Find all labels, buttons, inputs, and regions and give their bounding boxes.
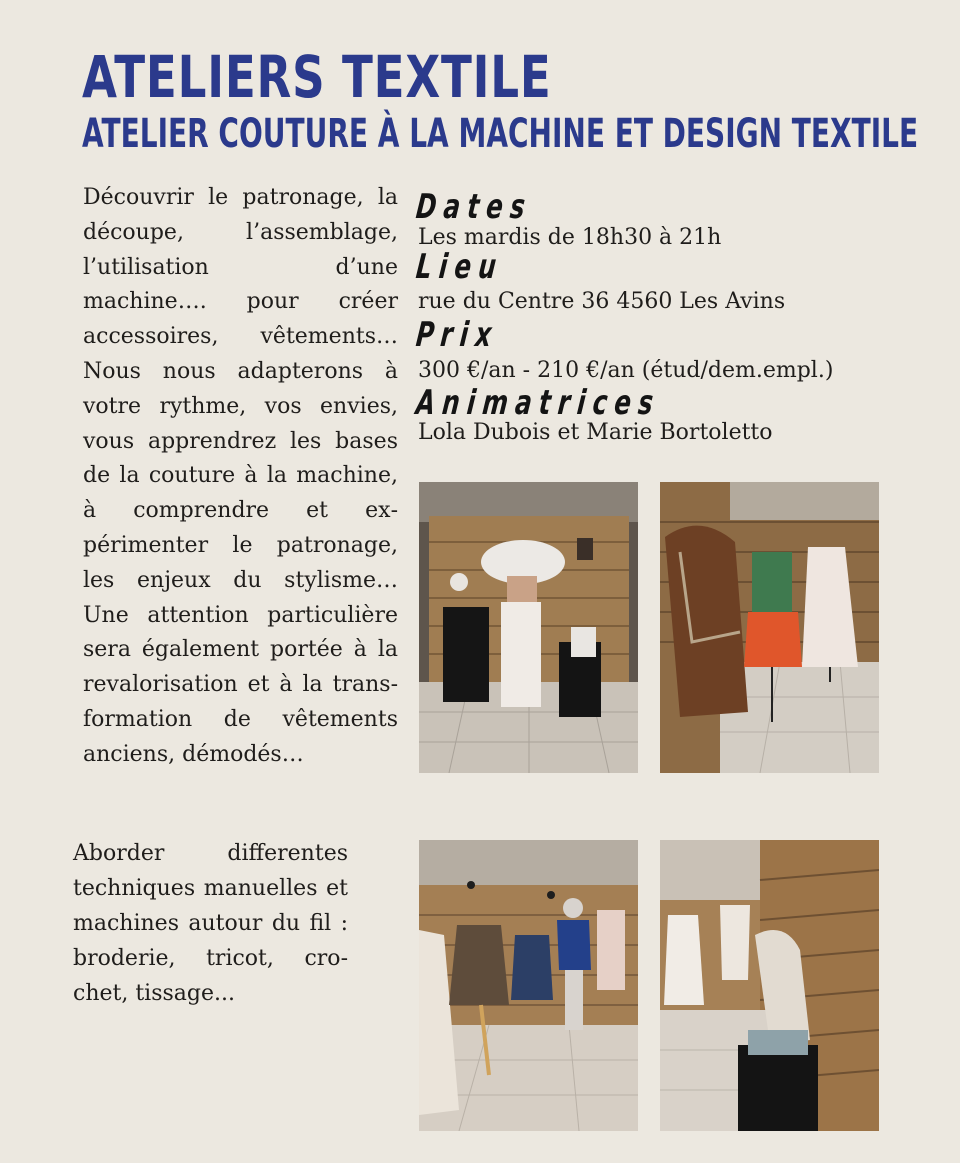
page-title: ATELIERS TEXTILE (82, 43, 552, 111)
lieu-label: Lieu (414, 247, 506, 287)
exhibition-photo-1 (419, 482, 638, 773)
prix-value: 300 €/an - 210 €/an (étud/dem.empl.) (418, 358, 834, 383)
prix-label: Prix (414, 315, 501, 355)
exhibition-photo-4 (660, 840, 879, 1131)
lieu-value: rue du Centre 36 4560 Les Avins (418, 289, 786, 314)
exhibition-photo-2 (660, 482, 879, 773)
exhibition-photo-3 (419, 840, 638, 1131)
animatrices-label: Animatrices (414, 383, 663, 423)
page-subtitle: ATELIER COUTURE À LA MACHINE ET DESIGN TEXTILE (82, 111, 919, 157)
animatrices-value: Lola Dubois et Marie Bortoletto (418, 420, 773, 445)
second-paragraph: Aborder differentes techniques manuelles et machines autour du fil : broderie, tricot, crochet, tissage... (73, 841, 348, 1006)
intro-paragraph: Découvrir le patronage, la découpe, l’assemblage, l’utilisation d’une machine…. pour créer accessoires, vêtements… Nous nous adapterons à votre rythme, vos envies, vous apprendrez les bases de la couture à la machine, à comprendre et expérimenter le patronage, les enjeux du stylisme… Une attention particulière sera également portée à la revalorisation et à la transformation de vêtements anciens, démodés… (83, 185, 398, 767)
dates-value: Les mardis de 18h30 à 21h (418, 225, 722, 250)
dates-label: Dates (414, 187, 535, 227)
